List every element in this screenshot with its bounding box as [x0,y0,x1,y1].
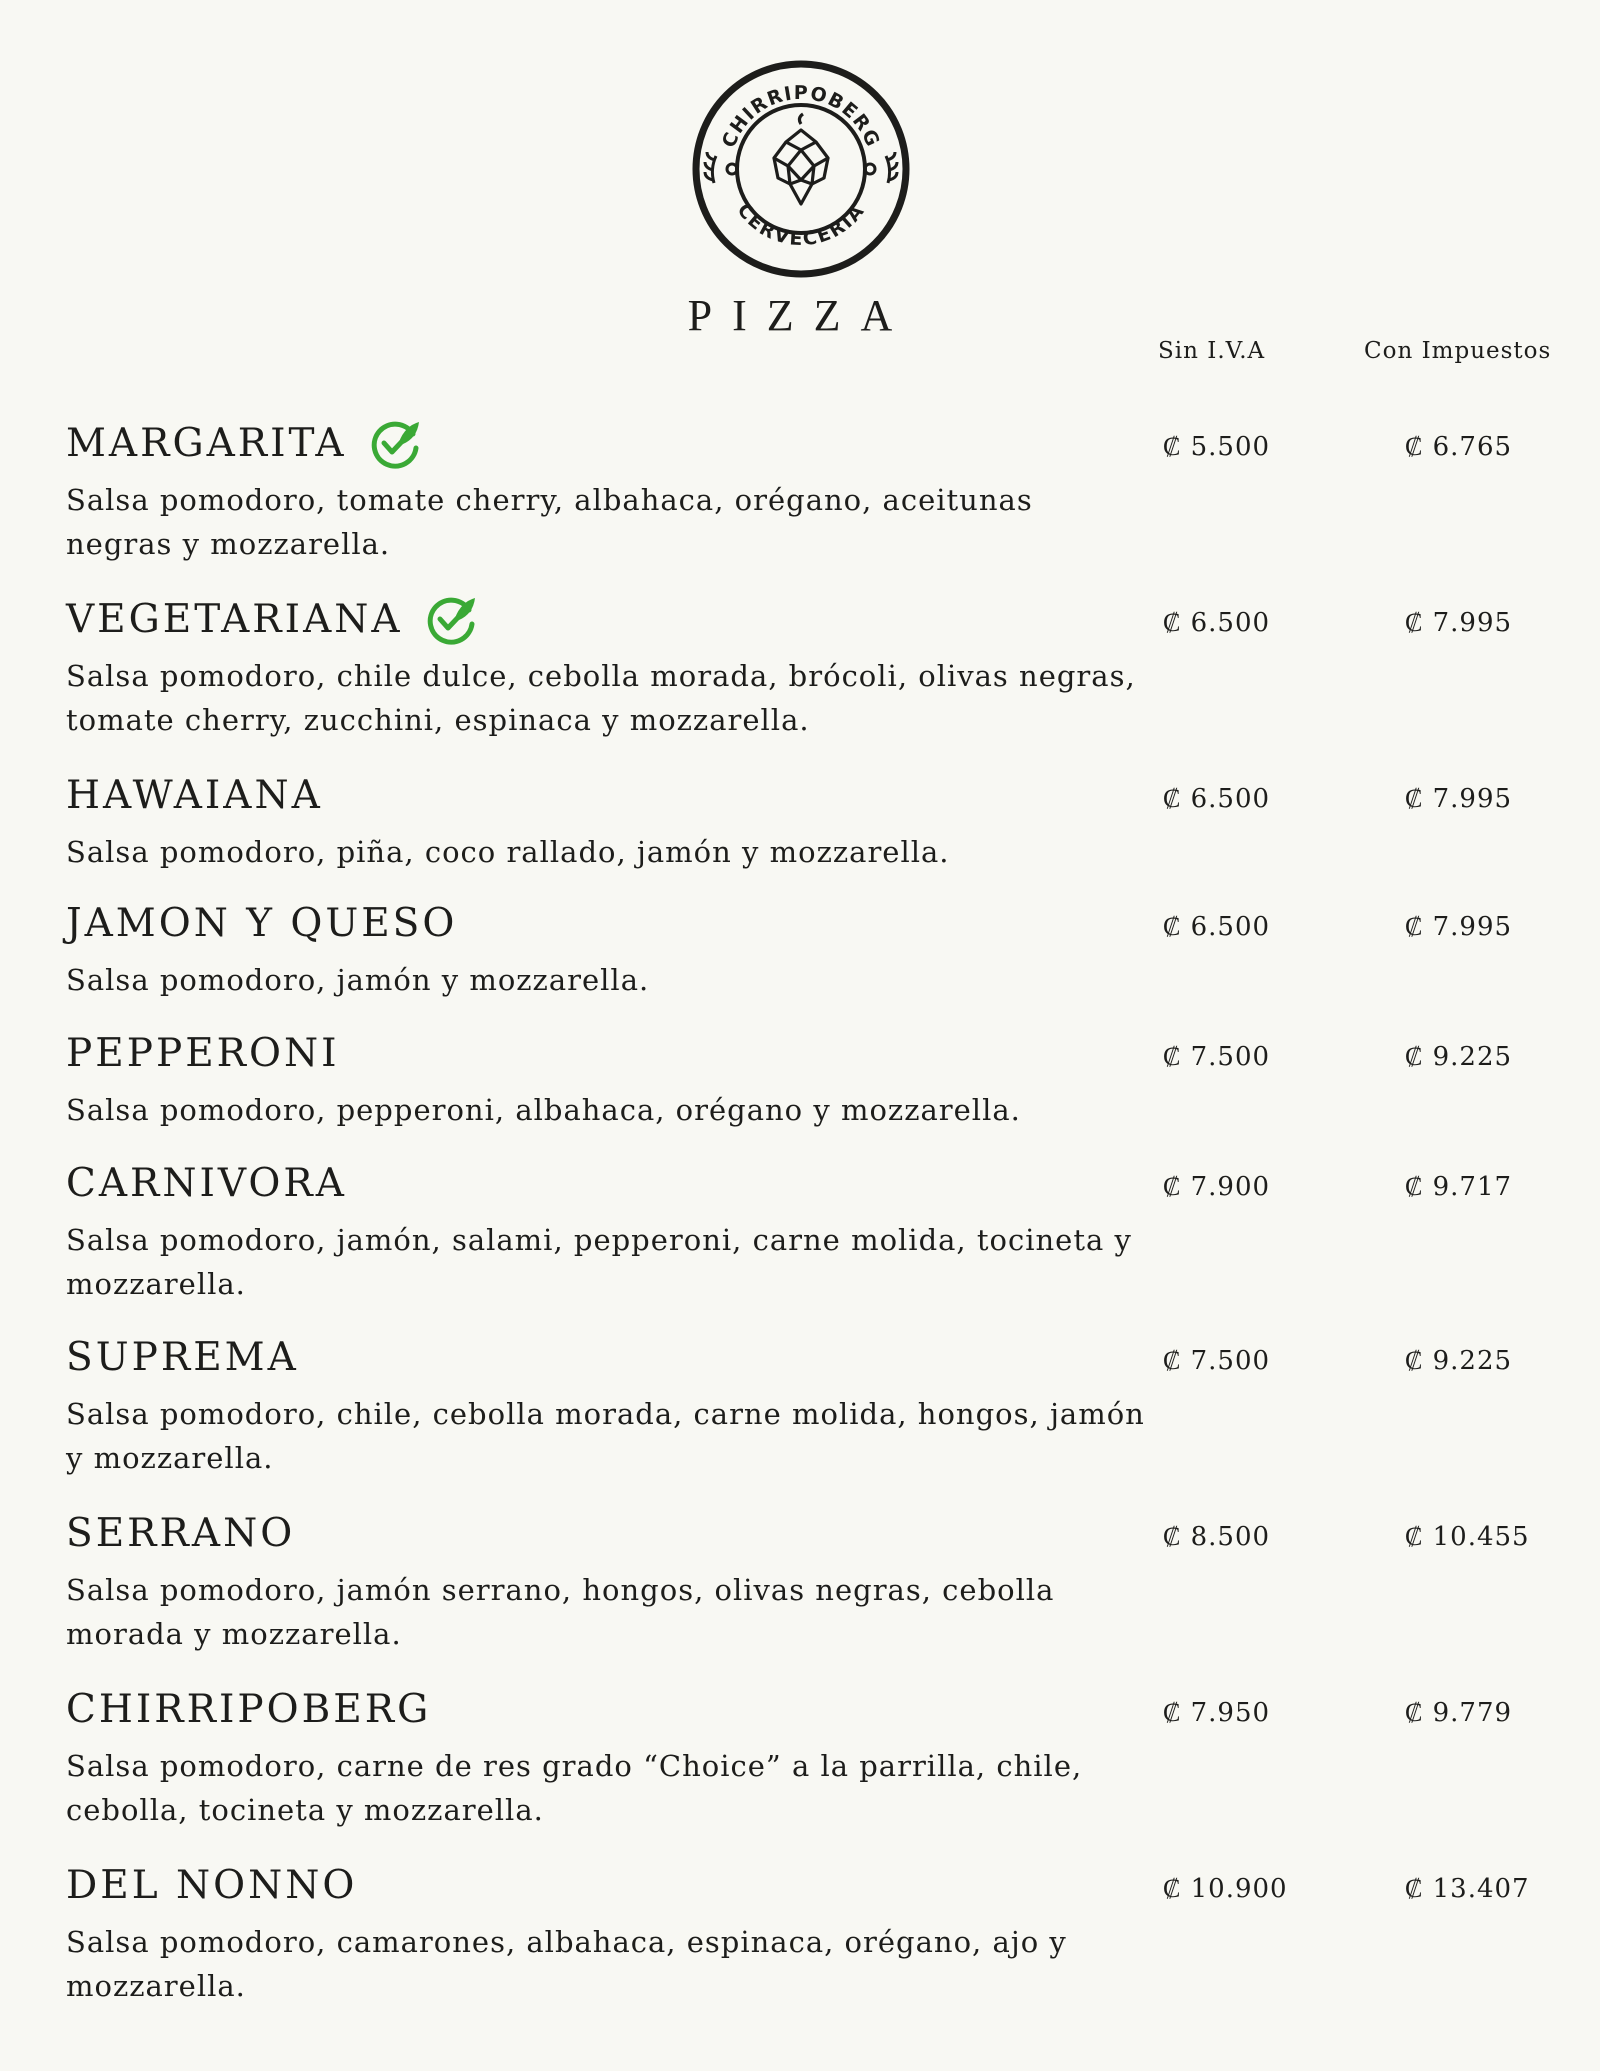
price-sin-iva: ₡ 10.900 [1163,1874,1288,1904]
menu-item [66,1686,1146,1832]
menu-item-name-row [66,1862,1146,1910]
price-con-impuestos: ₡ 9.779 [1405,1698,1513,1728]
menu-item-name-row [66,420,1146,468]
menu-item [66,420,1146,566]
menu-item-name-row [66,1686,1146,1734]
menu-item-name-row [66,900,1146,948]
menu-item-name: SERRANO [66,1511,296,1556]
menu-item-name: DEL NONNO [66,1863,358,1908]
menu-item-name-row [66,596,1146,644]
menu-item [66,772,1146,874]
menu-item-name-row [66,1510,1146,1558]
price-con-impuestos: ₡ 13.407 [1405,1874,1530,1904]
price-con-impuestos: ₡ 10.455 [1405,1522,1530,1552]
menu-item [66,1510,1146,1656]
wheat-left-icon [705,152,737,183]
menu-item [66,596,1146,742]
menu-item-description: Salsa pomodoro, camarones, albahaca, espinaca, orégano, ajo y mozzarella. [66,1925,1067,2003]
price-con-impuestos: ₡ 7.995 [1405,784,1513,814]
menu-item-description: Salsa pomodoro, jamón y mozzarella. [66,963,650,997]
column-header-con-impuestos: Con Impuestos [1364,338,1552,364]
menu-item [66,1334,1146,1480]
column-header-sin-iva: Sin I.V.A [1158,338,1266,364]
price-sin-iva: ₡ 6.500 [1163,608,1271,638]
menu-item-name-row [66,772,1146,820]
price-sin-iva: ₡ 7.500 [1163,1346,1271,1376]
menu-item-name-row [66,1334,1146,1382]
price-sin-iva: ₡ 8.500 [1163,1522,1271,1552]
price-sin-iva: ₡ 7.500 [1163,1042,1271,1072]
price-sin-iva: ₡ 7.950 [1163,1698,1271,1728]
price-con-impuestos: ₡ 9.225 [1405,1346,1513,1376]
page-title: PIZZA [687,291,913,340]
brand-logo [690,58,912,280]
menu-item-name-row [66,1030,1146,1078]
logo-top-text: CHIRRIPOBERG [717,81,885,151]
price-con-impuestos: ₡ 9.717 [1405,1172,1513,1202]
price-sin-iva: ₡ 7.900 [1163,1172,1271,1202]
menu-item-name: JAMON Y QUESO [66,901,458,946]
menu-item-description: Salsa pomodoro, pepperoni, albahaca, orégano y mozzarella. [66,1093,1021,1127]
price-con-impuestos: ₡ 6.765 [1405,432,1513,462]
menu-item [66,1030,1146,1132]
menu-item-name: PEPPERONI [66,1031,340,1076]
price-sin-iva: ₡ 6.500 [1163,912,1271,942]
menu-item [66,1160,1146,1306]
menu-item-name: CARNIVORA [66,1161,347,1206]
menu-item-name: CHIRRIPOBERG [66,1687,432,1732]
price-con-impuestos: ₡ 7.995 [1405,912,1513,942]
menu-item-name: VEGETARIANA [66,597,403,642]
hop-cone-icon [774,114,828,204]
menu-item-description: Salsa pomodoro, carne de res grado “Choice” a la parrilla, chile, cebolla, tocineta y mozzarella. [66,1749,1083,1827]
menu-item-name-row [66,1160,1146,1208]
menu-item-description: Salsa pomodoro, tomate cherry, albahaca, orégano, aceitunas negras y mozzarella. [66,483,1033,561]
menu-item [66,900,1146,1002]
leaf-check-icon [425,594,477,646]
price-sin-iva: ₡ 5.500 [1163,432,1271,462]
menu-item-description: Salsa pomodoro, jamón, salami, pepperoni, carne molida, tocineta y mozzarella. [66,1223,1132,1301]
menu-item-name: HAWAIANA [66,773,323,818]
menu-item-description: Salsa pomodoro, jamón serrano, hongos, olivas negras, cebolla morada y mozzarella. [66,1573,1055,1651]
logo-bottom-text: CERVECERIA [732,199,870,251]
price-con-impuestos: ₡ 7.995 [1405,608,1513,638]
price-sin-iva: ₡ 6.500 [1163,784,1271,814]
menu-item-description: Salsa pomodoro, chile, cebolla morada, carne molida, hongos, jamón y mozzarella. [66,1397,1145,1475]
wheat-right-icon [865,152,897,183]
menu-item-name: MARGARITA [66,421,347,466]
price-con-impuestos: ₡ 9.225 [1405,1042,1513,1072]
menu-item-description: Salsa pomodoro, chile dulce, cebolla morada, brócoli, olivas negras, tomate cherry, zucchini, espinaca y mozzarella. [66,659,1136,737]
leaf-check-icon [369,418,421,470]
menu-item-name: SUPREMA [66,1335,299,1380]
menu-item [66,1862,1146,2008]
menu-item-description: Salsa pomodoro, piña, coco rallado, jamón y mozzarella. [66,835,950,869]
